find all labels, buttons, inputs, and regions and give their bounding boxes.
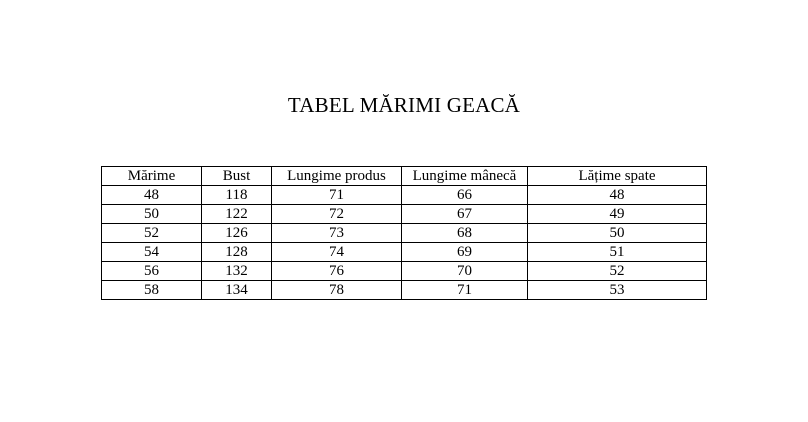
- table-cell: 71: [272, 186, 402, 205]
- table-cell: 126: [202, 224, 272, 243]
- table-cell: 134: [202, 281, 272, 300]
- page-title: TABEL MĂRIMI GEACĂ: [287, 93, 521, 117]
- table-cell: 70: [402, 262, 528, 281]
- table-cell: 128: [202, 243, 272, 262]
- table-cell: 52: [528, 262, 707, 281]
- table-cell: 49: [528, 205, 707, 224]
- table-cell: 50: [528, 224, 707, 243]
- table-cell: 66: [402, 186, 528, 205]
- table-cell: 48: [528, 186, 707, 205]
- table-cell: 122: [202, 205, 272, 224]
- table-row: [102, 224, 707, 243]
- table-cell: 73: [272, 224, 402, 243]
- table-header-row: [102, 167, 707, 186]
- header-cell-bust: Bust: [202, 167, 272, 186]
- table-cell: 78: [272, 281, 402, 300]
- table-cell: 132: [202, 262, 272, 281]
- size-chart-table: [101, 166, 707, 300]
- table-cell: 54: [102, 243, 202, 262]
- header-cell-back-width: Lățime spate: [528, 167, 707, 186]
- table-cell: 67: [402, 205, 528, 224]
- table-row: [102, 262, 707, 281]
- table-cell: 72: [272, 205, 402, 224]
- table-cell: 50: [102, 205, 202, 224]
- table-cell: 53: [528, 281, 707, 300]
- table-cell: 71: [402, 281, 528, 300]
- table-cell: 52: [102, 224, 202, 243]
- table-cell: 118: [202, 186, 272, 205]
- header-cell-size: Mărime: [102, 167, 202, 186]
- table-row: [102, 205, 707, 224]
- table-cell: 56: [102, 262, 202, 281]
- table-cell: 74: [272, 243, 402, 262]
- table-row: [102, 243, 707, 262]
- table-row: [102, 281, 707, 300]
- table-cell: 51: [528, 243, 707, 262]
- table-cell: 68: [402, 224, 528, 243]
- table-row: [102, 186, 707, 205]
- table-cell: 58: [102, 281, 202, 300]
- table-cell: 76: [272, 262, 402, 281]
- table-cell: 48: [102, 186, 202, 205]
- header-cell-sleeve-length: Lungime mânecă: [402, 167, 528, 186]
- table-cell: 69: [402, 243, 528, 262]
- header-cell-product-length: Lungime produs: [272, 167, 402, 186]
